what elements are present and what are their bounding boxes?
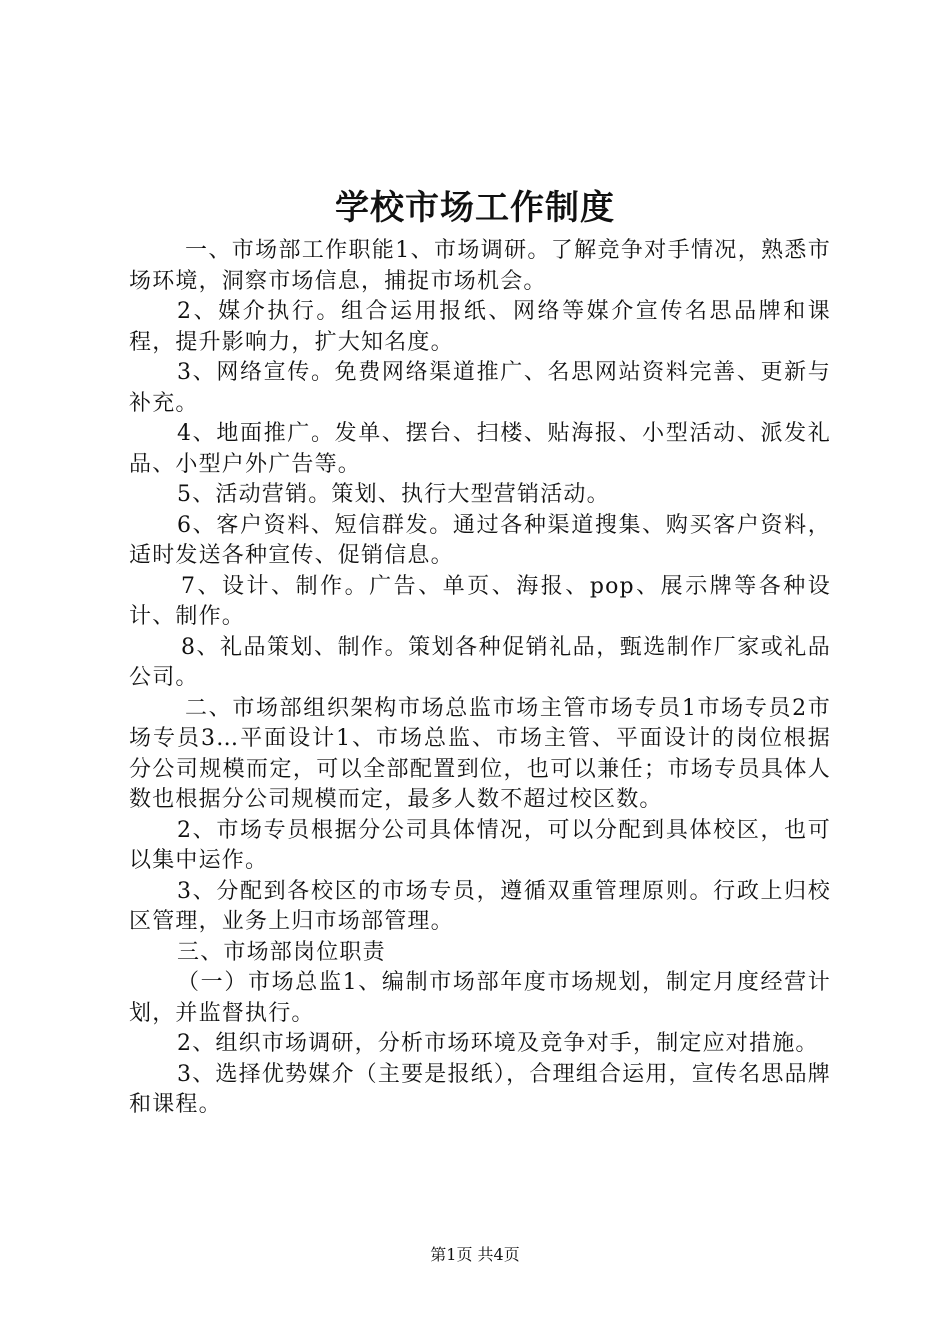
paragraph-2: 2、媒介执行。组合运用报纸、网络等媒介宣传名思品牌和课程，提升影响力，扩大知名度。	[129, 299, 831, 355]
paragraph-8: 8、礼品策划、制作。策划各种促销礼品，甄选制作厂家或礼品公司。	[129, 634, 831, 690]
paragraph-15: 3、选择优势媒介（主要是报纸），合理组合运用，宣传名思品牌和课程。	[129, 1061, 831, 1117]
paragraph-5: 5、活动营销。策划、执行大型营销活动。	[177, 482, 610, 507]
document-title: 学校市场工作制度	[335, 188, 615, 228]
document-body	[129, 236, 831, 1121]
paragraph-6: 6、客户资料、短信群发。通过各种渠道搜集、购买客户资料，适时发送各种宣传、促销信息。	[129, 512, 831, 568]
paragraph-14: 2、组织市场调研，分析市场环境及竞争对手，制定应对措施。	[177, 1031, 819, 1056]
paragraph-3: 3、网络宣传。免费网络渠道推广、名思网站资料完善、更新与补充。	[129, 360, 831, 416]
page-footer: 第1页 共4页	[430, 1245, 520, 1264]
paragraph-4: 4、地面推广。发单、摆台、扫楼、贴海报、小型活动、派发礼品、小型户外广告等。	[129, 421, 831, 477]
paragraph-10: 2、市场专员根据分公司具体情况，可以分配到具体校区，也可以集中运作。	[129, 817, 831, 873]
paragraph-1: 一、市场部工作职能1、市场调研。了解竞争对手情况，熟悉市场环境，洞察市场信息，捕捉市场机会。	[129, 238, 831, 294]
paragraph-7: 7、设计、制作。广告、单页、海报、pop、展示牌等各种设计、制作。	[129, 573, 831, 629]
paragraph-9: 二、市场部组织架构市场总监市场主管市场专员1市场专员2市场专员3…平面设计1、市场总监、市场主管、平面设计的岗位根据分公司规模而定，可以全部配置到位，也可以兼任；市场专员具体人数也根据分公司规模而定，最多人数不超过校区数。	[129, 695, 831, 812]
paragraph-11: 3、分配到各校区的市场专员，遵循双重管理原则。行政上归校区管理，业务上归市场部管理。	[129, 878, 831, 934]
paragraph-13: （一）市场总监1、编制市场部年度市场规划，制定月度经营计划，并监督执行。	[129, 970, 831, 1026]
paragraph-12: 三、市场部岗位职责	[177, 939, 386, 965]
